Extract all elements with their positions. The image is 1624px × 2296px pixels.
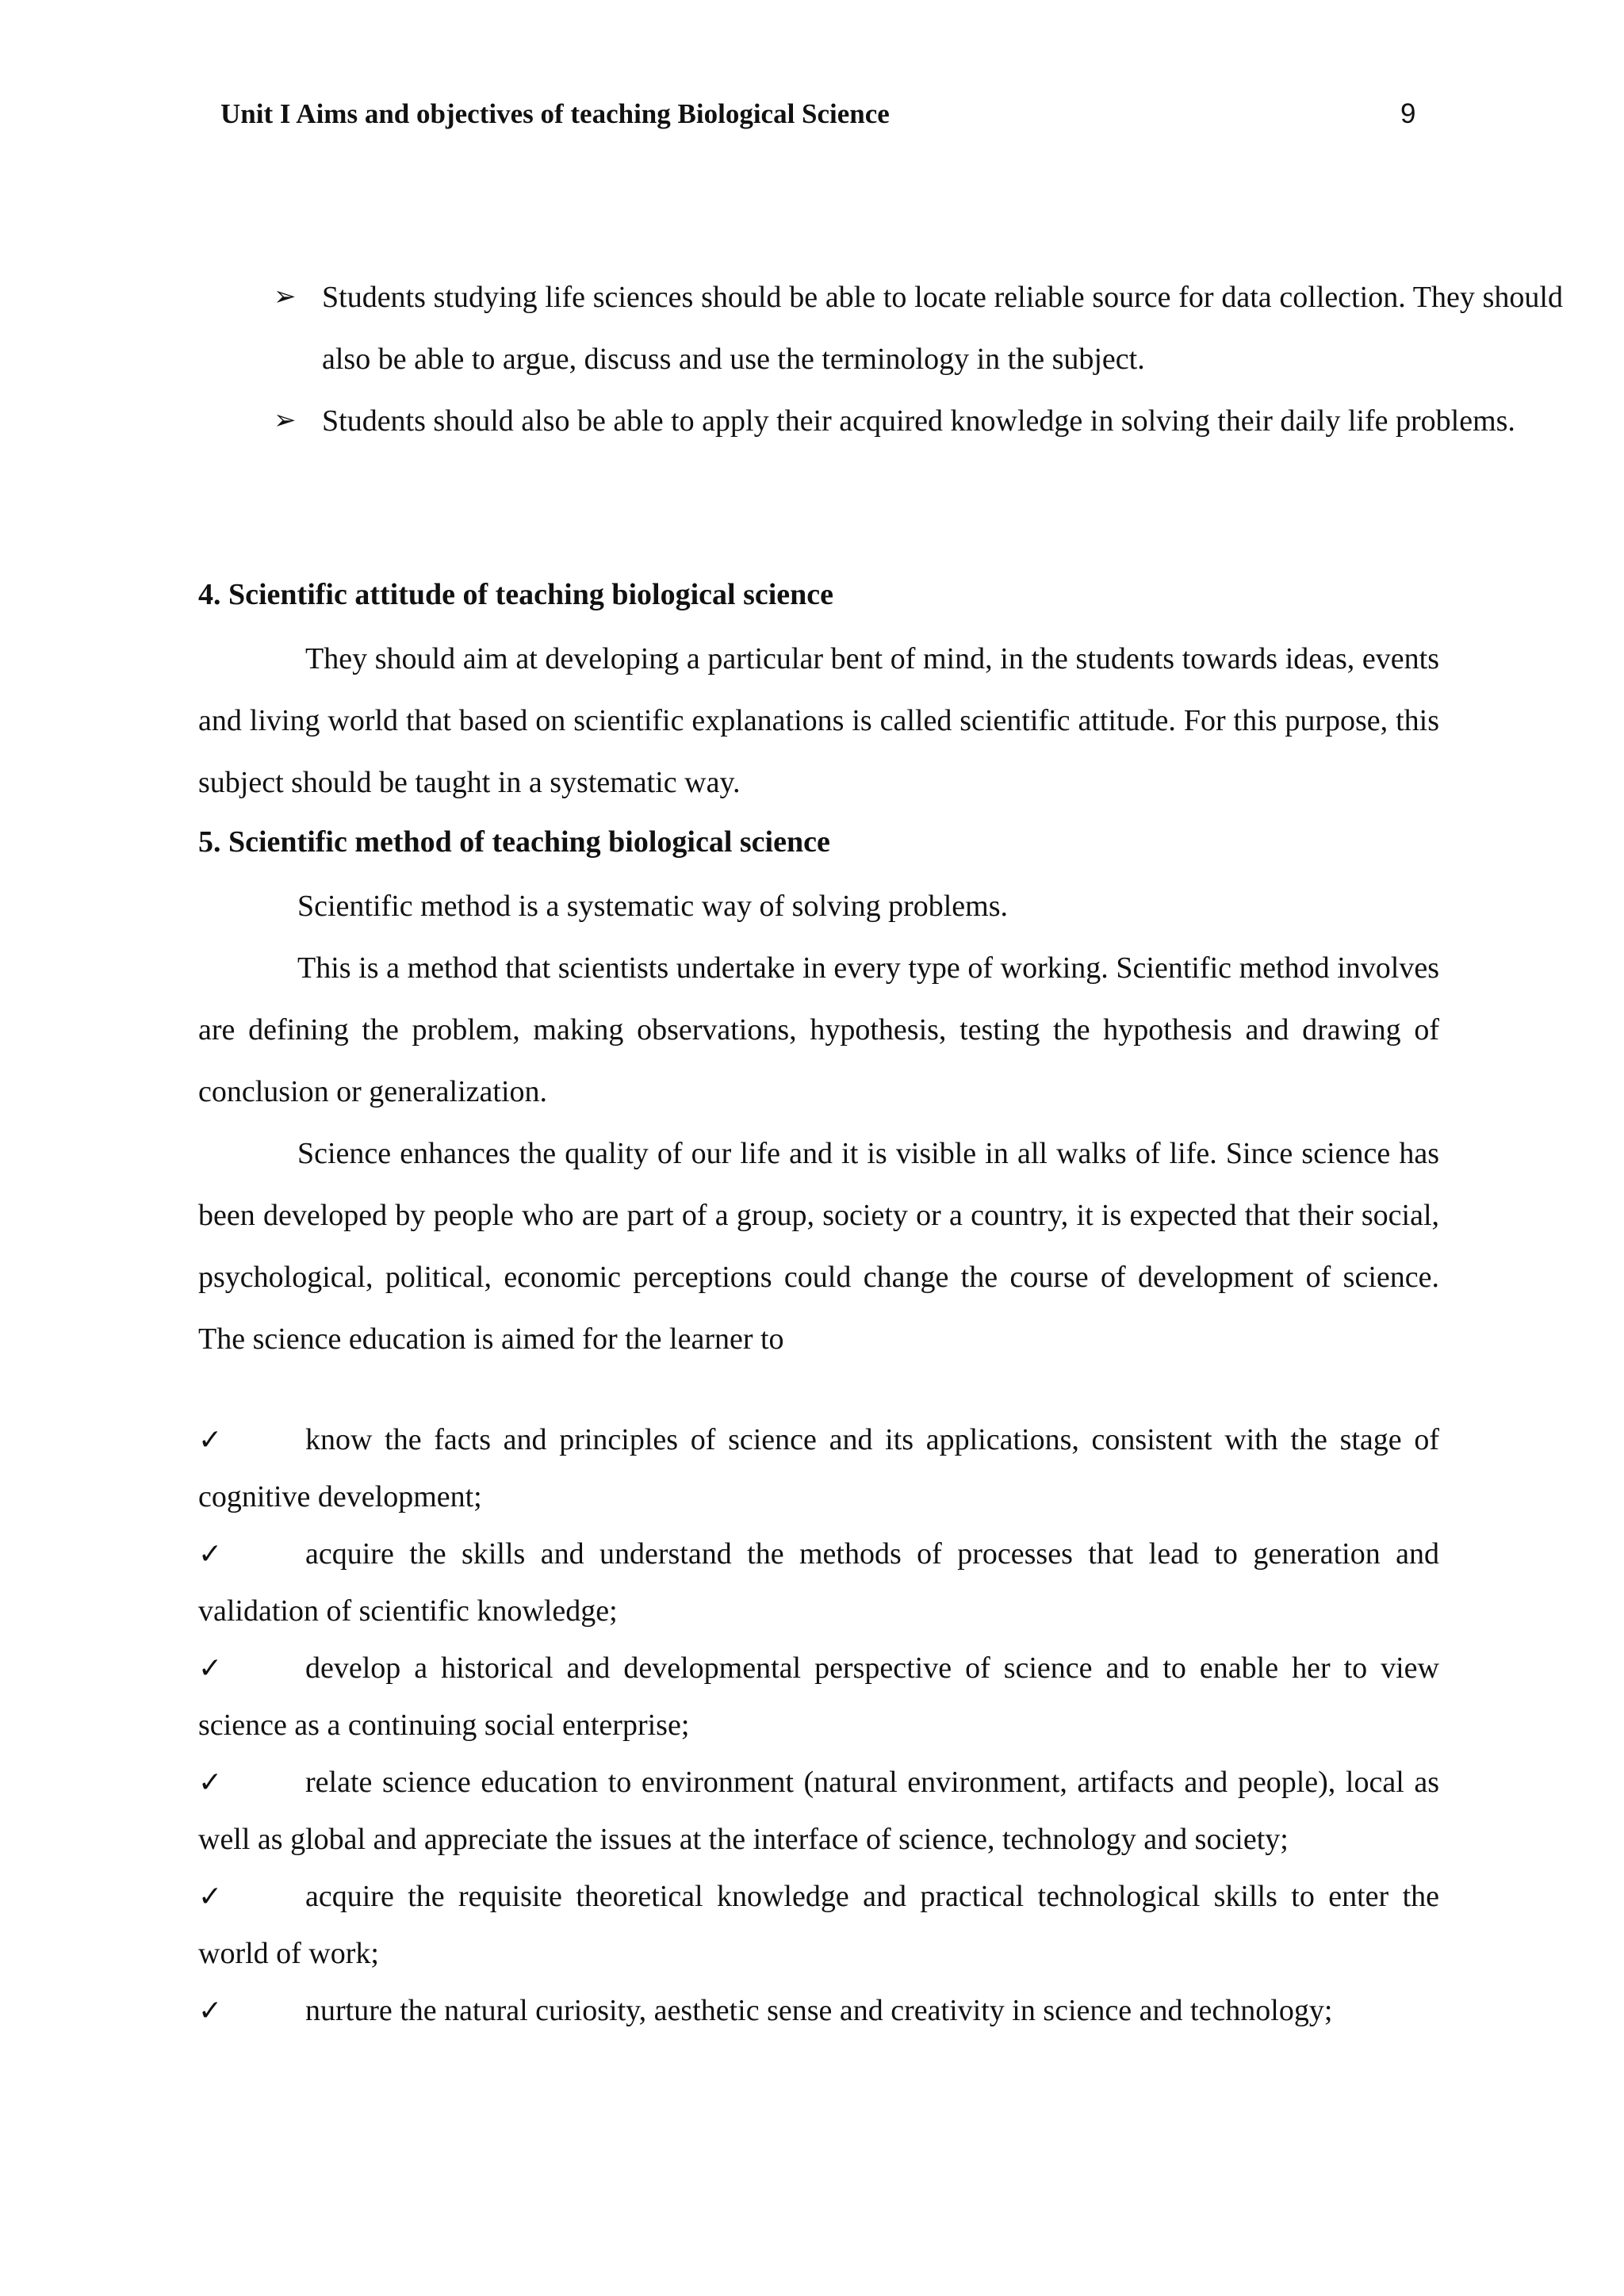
section-5-heading: 5. Scientific method of teaching biological science [198, 825, 830, 859]
list-item [198, 1868, 1439, 1982]
list-item-text: acquire the requisite theoretical knowledge and practical technological skills to enter the world of work; [198, 1880, 1439, 1970]
list-item [198, 1982, 1439, 2039]
check-mark-icon: ✓ [198, 1424, 223, 1456]
list-item-text: nurture the natural curiosity, aesthetic sense and creativity in science and technology; [305, 1994, 1333, 2027]
check-mark-icon: ✓ [198, 1652, 223, 1684]
list-item-text: relate science education to environment (natural environment, artifacts and people), local as well as global and appreciate the issues at the interface of science, technology and society; [198, 1766, 1439, 1856]
section-5-paragraph-1: Scientific method is a systematic way of solving problems. [297, 890, 1009, 923]
check-mark-icon: ✓ [198, 1538, 223, 1570]
list-item-text: know the facts and principles of science and its applications, consistent with the stage of cognitive development; [198, 1423, 1439, 1513]
list-item [198, 390, 1563, 452]
arrow-bullet-icon: ➢ [274, 282, 297, 312]
list-item [198, 1411, 1439, 1525]
list-item [198, 266, 1563, 390]
list-item [198, 1640, 1439, 1754]
check-mark-icon: ✓ [198, 1881, 223, 1912]
section-4-heading: 4. Scientific attitude of teaching biological science [198, 578, 834, 611]
list-item-text: Students studying life sciences should be able to locate reliable source for data collection. They should also be able to argue, discuss and use the terminology in the subject. [322, 281, 1563, 376]
list-item-text: Students should also be able to apply their acquired knowledge in solving their daily life problems. [322, 404, 1515, 438]
header-title: Unit I Aims and objectives of teaching Biological Science [220, 98, 890, 129]
check-mark-icon: ✓ [198, 1995, 223, 2026]
arrow-bullet-list [198, 266, 1563, 452]
page-header [220, 98, 1416, 146]
list-item-text: develop a historical and developmental perspective of science and to enable her to view science as a continuing social enterprise; [198, 1651, 1439, 1742]
section-5-paragraph-2: This is a method that scientists undertake in every type of working. Scientific method involves are defining the problem, making observations, hypothesis, testing the hypothesis and drawing of conclusion or generalization. [198, 951, 1439, 1108]
list-item [198, 1754, 1439, 1868]
list-item [198, 1525, 1439, 1640]
arrow-bullet-icon: ➢ [274, 406, 297, 435]
section-4-paragraph: They should aim at developing a particular bent of mind, in the students towards ideas, events and living world that based on scientific explanations is called scientific attitude. For this purpose, this subject should be taught in a systematic way. [198, 642, 1439, 799]
page-number: 9 [1400, 98, 1416, 129]
section-5-paragraph-3: Science enhances the quality of our life and it is visible in all walks of life. Since science has been developed by people who are part of a group, society or a country, it is expected that their social, psychological, political, economic perceptions could change the course of development of science. The science education is aimed for the learner to [198, 1137, 1439, 1356]
list-item-text: acquire the skills and understand the methods of processes that lead to generation and validation of scientific knowledge; [198, 1537, 1439, 1628]
objectives-checklist [198, 1411, 1439, 2039]
check-mark-icon: ✓ [198, 1766, 223, 1798]
